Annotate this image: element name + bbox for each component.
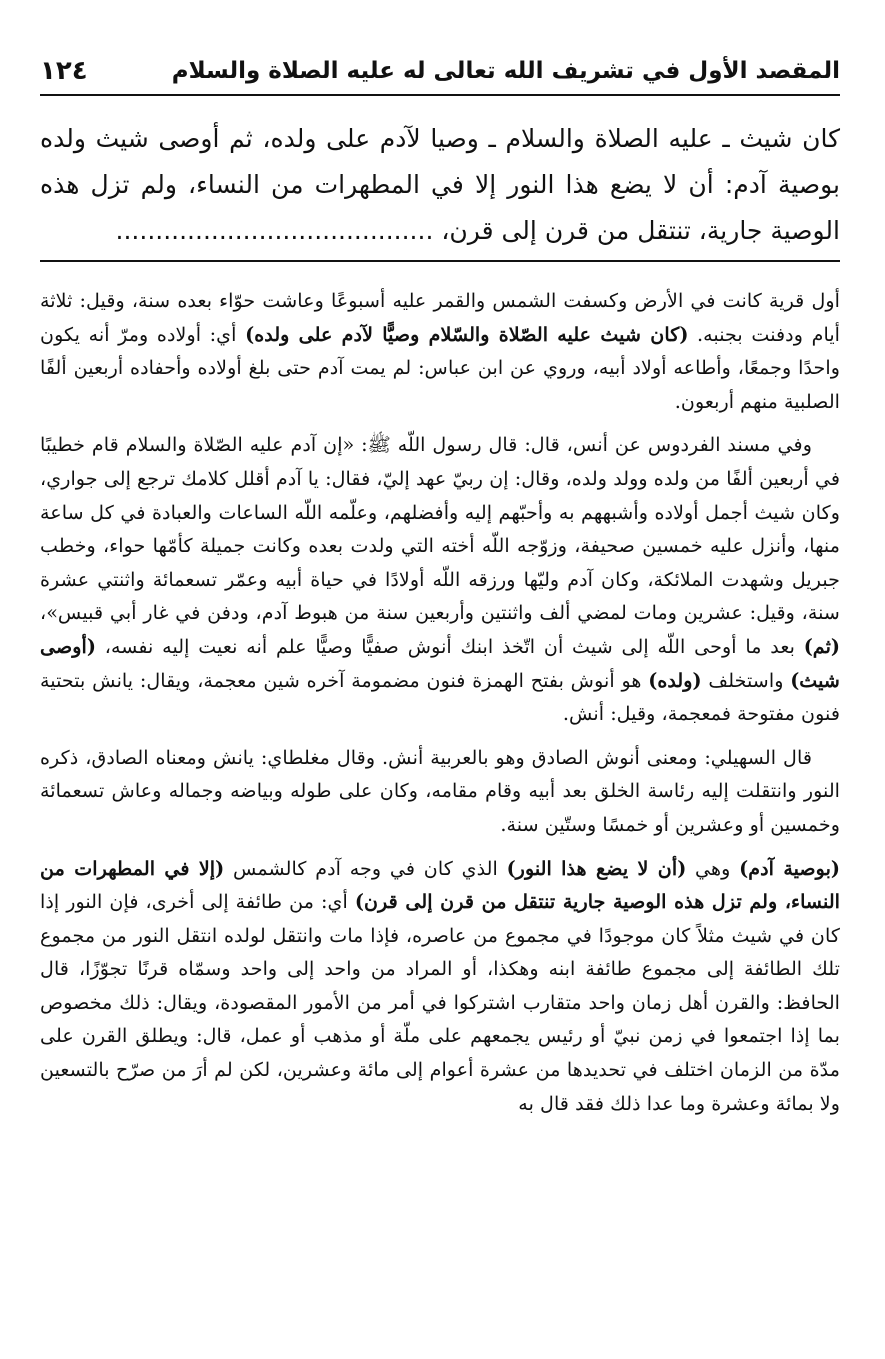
quoted-matn-segment: (أن لا يضع هذا النور) (506, 856, 687, 880)
quoted-matn-segment: (كان شيث عليه الصّلاة والسّلام وصيًّا لآدم على ولده) (245, 322, 689, 346)
main-text-dots: ........................................ (115, 216, 434, 245)
commentary-segment: أي: أولاده ومرّ أنه يكون واحدًا وجمعًا، وأطاعه أولاد أبيه، وروي عن ابن عباس: لم يمت آدم حتى بلغ أولاده وأحفاده أربعين ألفًا الصلبية منهم أربعون. (40, 322, 840, 413)
commentary-segment: أي: من طائفة إلى أخرى، فإن النور إذا كان في شيث مثلاً كان موجودًا في مجموع من عاصره، فإذا مات وانتقل لولده انتقل النور من مجموع تلك الطائفة إلى مجموع طائفة ابنه وهكذا، أو المراد من واحد إلى واحد وسمّاه قرنًا تجوّزًا، قال الحافظ: والقرن أهل زمان واحد متقارب اشتركوا في أمر من الأمور المقصودة، ويقال: ذلك مخصوص بما إذا اجتمعوا في زمن نبيّ أو رئيس يجمعهم على ملّة أو مذهب أو عمل، قال: ويطلق القرن على مدّة من الزمان اختلف في تحديدها من عشرة أعوام إلى مائة وعشرين، لكن لم أرَ من صرّح بالتسعين ولا بمائة وعشرة وما عدا ذلك فقد قال به (40, 890, 840, 1115)
main-text (40, 116, 840, 254)
commentary-segment: واستخلف (701, 668, 791, 692)
quoted-matn-segment: (بوصية آدم) (739, 856, 841, 880)
main-text-body: كان شيث ـ عليه الصلاة والسلام ـ وصيا لآدم على ولده، ثم أوصى شيث ولده بوصية آدم: أن لا يضع هذا النور إلا في المطهرات من النساء، ولم تزل هذه الوصية جارية، تنتقل من قرن إلى قرن، (40, 124, 840, 245)
quoted-matn-segment: (أوصى شيث) (40, 634, 841, 692)
running-title: المقصد الأول في تشريف الله تعالى له عليه الصلاة والسلام (171, 58, 840, 84)
commentary-segment: وهي (686, 856, 740, 880)
commentary-segment: بعد ما أوحى اللّه إلى شيث أن اتّخذ ابنك أنوش صفيًّا وصيًّا علم أنه نعيت إليه نفسه، (95, 634, 804, 658)
commentary-paragraph (40, 284, 840, 418)
commentary-segment: قال السهيلي: ومعنى أنوش الصادق وهو بالعربية أنش. وقال مغلطاي: يانش ومعناه الصادق، ذكره النور وانتقلت إليه رئاسة الخلق بعد أبيه وقام مقامه، وكان على طوله وبياضه وجماله وعاش تسعمائة وخمسين أو وعشرين أو خمسًا وستّين سنة. (40, 745, 840, 836)
commentary-segment: أول قرية كانت في الأرض وكسفت الشمس والقمر عليه أسبوعًا وعاشت حوّاء بعده سنة، وقيل: ثلاثة أيام ودفنت بجنبه. (40, 289, 840, 346)
text-divider (40, 260, 840, 262)
commentary-segment: هو أنوش بفتح الهمزة فنون مضمومة آخره شين معجمة، ويقال: يانش بتحتية فنون مفتوحة فمعجمة، وقيل: أنش. (40, 668, 840, 726)
commentary-paragraph (40, 852, 840, 1121)
commentary-paragraph (40, 741, 840, 842)
quoted-matn-segment: (ثم) (803, 634, 840, 658)
page-header (40, 48, 840, 96)
page-number: ١٢٤ (40, 56, 88, 86)
commentary-segment: الذي كان في وجه آدم كالشمس (224, 856, 507, 880)
commentary-paragraph (40, 428, 840, 730)
commentary (40, 284, 840, 1130)
commentary-segment: وفي مسند الفردوس عن أنس، قال: قال رسول اللّه ﷺ: «إن آدم عليه الصّلاة والسلام قام خطيبًا في أربعين ألفًا من ولده وولد ولده، وقال: إن ربيّ عهد إليّ، فقال: يا آدم أقلل كلامك ترجع إلى جواري، وكان شيث أجمل أولاده وأشبههم به وأحبّهم إليه وأفضلهم، وعلّمه اللّه الساعات والعبادة في كل ساعة منها، وأنزل عليه خمسين صحيفة، وزوّجه اللّه أخته التي ولدت بعده وكانت جميلة كأمّها حواء، وخطب جبريل وشهدت الملائكة، وكان آدم وليّها ورزقه اللّه أولادًا في حياة أبيه وعمّر تسعمائة واثنتي عشرة سنة، وقيل: عشرين ومات لمضي ألف واثنتين وأربعين سنة من هبوط آدم، ودفن في غار أبي قبيس»، (40, 433, 840, 625)
quoted-matn-segment: (إلا في المطهرات من النساء، ولم تزل هذه الوصية جارية تنتقل من قرن إلى قرن) (40, 856, 840, 914)
quoted-matn-segment: (ولده) (648, 668, 702, 692)
